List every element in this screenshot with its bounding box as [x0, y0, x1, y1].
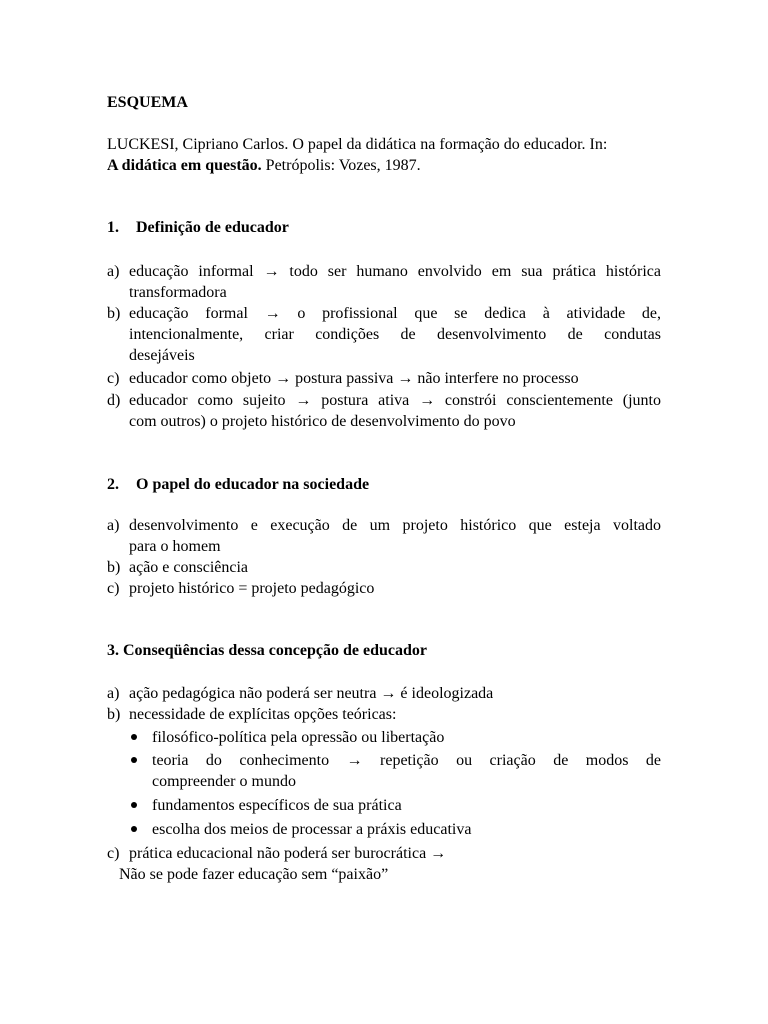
bullet-icon: [131, 802, 137, 808]
section-3-heading: 3. Conseqüências dessa concepção de educador: [107, 642, 428, 659]
bullet-icon: [131, 826, 137, 832]
list-marker: d): [107, 392, 121, 409]
list-marker: a): [107, 263, 120, 280]
list-marker: c): [107, 845, 120, 862]
reference-book-title: A didática em questão.: [107, 157, 262, 174]
bullet-item-line: compreender o mundo: [152, 773, 296, 790]
bullet-item-line: filosófico-política pela opressão ou libertação: [152, 729, 445, 746]
list-item-line: educação informal → todo ser humano envolvido em sua prática histórica: [129, 263, 661, 280]
list-marker: b): [107, 559, 121, 576]
list-item-line: desenvolvimento e execução de um projeto histórico que esteja voltado: [129, 517, 661, 534]
bullet-item-line: fundamentos específicos de sua prática: [152, 797, 402, 814]
reference-line-2: [107, 155, 421, 176]
list-marker: a): [107, 685, 120, 702]
list-marker: c): [107, 370, 120, 387]
list-item-line: projeto histórico = projeto pedagógico: [129, 580, 375, 597]
list-item-line: transformadora: [129, 284, 227, 301]
list-item-line: prática educacional não poderá ser burocrática →: [129, 845, 447, 862]
list-marker: a): [107, 517, 120, 534]
bullet-icon: [131, 734, 137, 740]
reference-line-1: LUCKESI, Cipriano Carlos. O papel da didática na formação do educador. In:: [107, 136, 608, 153]
list-item-line: com outros) o projeto histórico de desenvolvimento do povo: [129, 413, 516, 430]
document-title: ESQUEMA: [107, 94, 188, 111]
section-1-number: 1.: [107, 219, 119, 236]
list-item-line: intencionalmente, criar condições de desenvolvimento de condutas: [129, 326, 661, 343]
list-item-line: ação e consciência: [129, 559, 249, 576]
section-2-number: 2.: [107, 476, 119, 493]
list-item-line: desejáveis: [129, 347, 195, 364]
reference-publisher: Petrópolis: Vozes, 1987.: [261, 157, 421, 174]
bullet-item-line: escolha dos meios de processar a práxis educativa: [152, 821, 472, 838]
list-item-line: para o homem: [129, 538, 221, 555]
list-item-line: educação formal → o profissional que se dedica à atividade de,: [129, 305, 661, 322]
list-marker: b): [107, 305, 121, 322]
section-1-heading: Definição de educador: [136, 219, 289, 236]
list-item-line: educador como objeto → postura passiva → não interfere no processo: [129, 370, 579, 387]
section-2-heading: O papel do educador na sociedade: [136, 476, 370, 493]
list-item-line: ação pedagógica não poderá ser neutra → é ideologizada: [129, 685, 494, 702]
bullet-icon: [131, 757, 137, 763]
list-item-line: educador como sujeito → postura ativa → constrói conscientemente (junto: [129, 392, 661, 409]
list-marker: c): [107, 580, 120, 597]
closing-statement: Não se pode fazer educação sem “paixão”: [119, 866, 389, 883]
list-marker: b): [107, 706, 121, 723]
bullet-item-line: teoria do conhecimento → repetição ou criação de modos de: [152, 752, 661, 769]
list-item-line: necessidade de explícitas opções teóricas:: [129, 706, 397, 723]
